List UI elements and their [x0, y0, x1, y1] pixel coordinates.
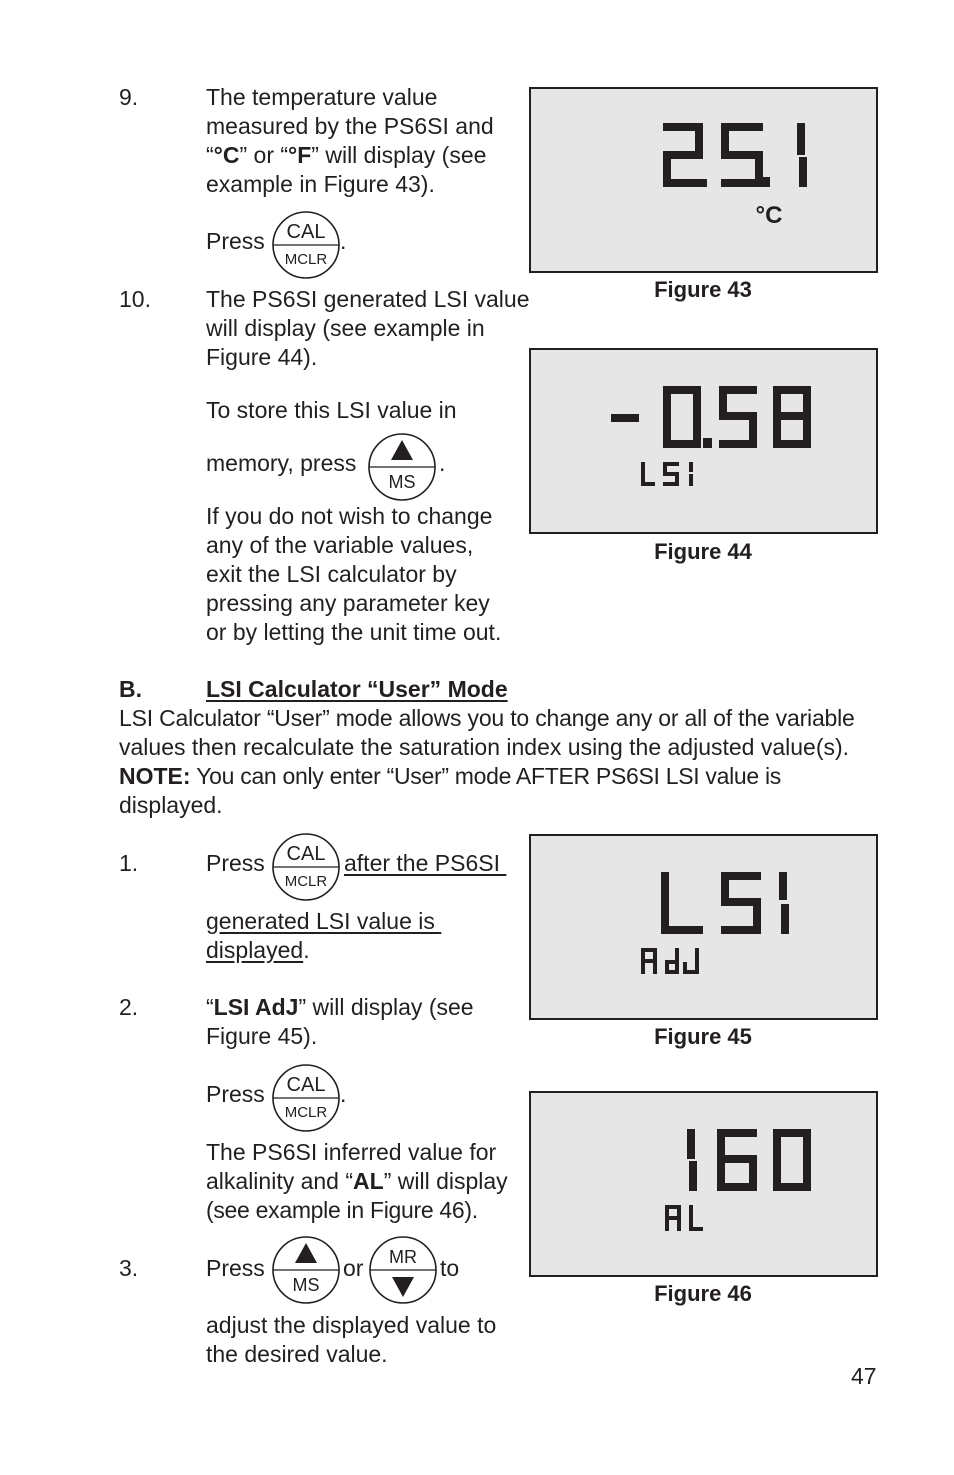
nochange-line-2: any of the variable values, [206, 532, 474, 558]
unit-celsius: °C [213, 142, 240, 168]
svg-text:MCLR: MCLR [284, 251, 328, 268]
step-10-line-1: The PS6SI generated LSI value [206, 286, 530, 312]
section-para-line-1: LSI Calculator “User” mode allows you to change any or all of the variable [119, 705, 855, 731]
after-text: after the PS6SI [344, 850, 507, 876]
cal-mclr-key-icon [271, 1063, 341, 1140]
adjust-line-1: adjust the displayed value to [206, 1312, 497, 1338]
nochange-line-5: or by letting the unit time out. [206, 619, 502, 645]
section-heading: LSI Calculator “User” Mode [206, 676, 508, 702]
lcd-reading-minus-0-58 [531, 350, 876, 532]
generated-line: generated LSI value is [206, 908, 442, 934]
svg-text:MR: MR [389, 1247, 417, 1267]
lcd-reading-lsi-adj [531, 836, 876, 1018]
period: . [340, 228, 347, 254]
nochange-line-3: exit the LSI calculator by [206, 561, 457, 587]
ms-up-key-icon [367, 432, 437, 509]
section-letter: B. [119, 676, 142, 702]
step-10-line-2: will display (see example in [206, 315, 485, 341]
svg-text:MCLR: MCLR [284, 1104, 328, 1121]
note-line-1: NOTE: You can only enter “User” mode AFTER PS6SI LSI value is [119, 763, 782, 789]
step-number-10: 10. [119, 286, 151, 312]
svg-text:CAL: CAL [286, 221, 326, 243]
inferred-line-1: The PS6SI inferred value for [206, 1139, 497, 1165]
ms-up-key-icon [271, 1235, 341, 1312]
or-word: or [343, 1255, 364, 1281]
note-label: NOTE: [119, 763, 191, 789]
note-line-2: displayed. [119, 792, 223, 818]
lcd-display-figure-44 [529, 348, 878, 534]
figure-45-ref-line: Figure 45). [206, 1023, 318, 1049]
displayed-line: displayed. [206, 937, 310, 963]
cal-mclr-key-icon [271, 832, 341, 909]
svg-text:MCLR: MCLR [284, 873, 328, 890]
press-label: Press [206, 228, 265, 254]
lcd-display-figure-43 [529, 87, 878, 273]
lcd-reading-160-al [531, 1093, 876, 1275]
store-line-2: memory, press [206, 450, 357, 476]
step-number-1: 1. [119, 850, 139, 876]
step-number-9: 9. [119, 84, 139, 110]
figure-43-caption: Figure 43 [654, 277, 752, 302]
lcd-display-figure-45 [529, 834, 878, 1020]
nochange-line-1: If you do not wish to change [206, 503, 493, 529]
inferred-line-2: alkalinity and “AL” will display [206, 1168, 508, 1194]
step-number-3: 3. [119, 1255, 139, 1281]
step-9-line-4: example in Figure 43). [206, 171, 435, 197]
lcd-display-figure-46 [529, 1091, 878, 1277]
figure-45-caption: Figure 45 [654, 1024, 752, 1049]
step-number-2: 2. [119, 994, 139, 1020]
lcd-unit-celsius: °C [755, 202, 783, 229]
to-word: to [440, 1255, 460, 1281]
page-number: 47 [851, 1363, 877, 1389]
svg-text:MS: MS [388, 472, 416, 492]
svg-text:MS: MS [292, 1275, 320, 1295]
nochange-line-4: pressing any parameter key [206, 590, 490, 616]
svg-text:CAL: CAL [286, 1074, 326, 1096]
figure-46-caption: Figure 46 [654, 1281, 752, 1306]
period: . [340, 1081, 347, 1107]
section-para-line-2: values then recalculate the saturation index using the adjusted value(s). [119, 734, 850, 760]
lcd-reading-25-1 [531, 89, 876, 271]
lsi-adj-line: “LSI AdJ” will display (see [206, 994, 474, 1020]
unit-fahrenheit: °F [288, 142, 312, 168]
figure-44-caption: Figure 44 [654, 539, 752, 564]
press-label: Press [206, 850, 265, 876]
period: . [439, 450, 446, 476]
inferred-line-3: (see example in Figure 46). [206, 1197, 478, 1223]
adjust-line-2: the desired value. [206, 1341, 388, 1367]
press-label: Press [206, 1081, 265, 1107]
cal-mclr-key-icon [271, 210, 341, 287]
step-9-line-2: measured by the PS6SI and [206, 113, 494, 139]
press-label: Press [206, 1255, 265, 1281]
step-10-line-3: Figure 44). [206, 344, 318, 370]
svg-text:CAL: CAL [286, 843, 326, 865]
step-9-line-3: “°C” or “°F” will display (see [206, 142, 487, 168]
mr-down-key-icon [368, 1235, 438, 1312]
step-9-line-1: The temperature value [206, 84, 438, 110]
store-line-1: To store this LSI value in [206, 397, 457, 423]
